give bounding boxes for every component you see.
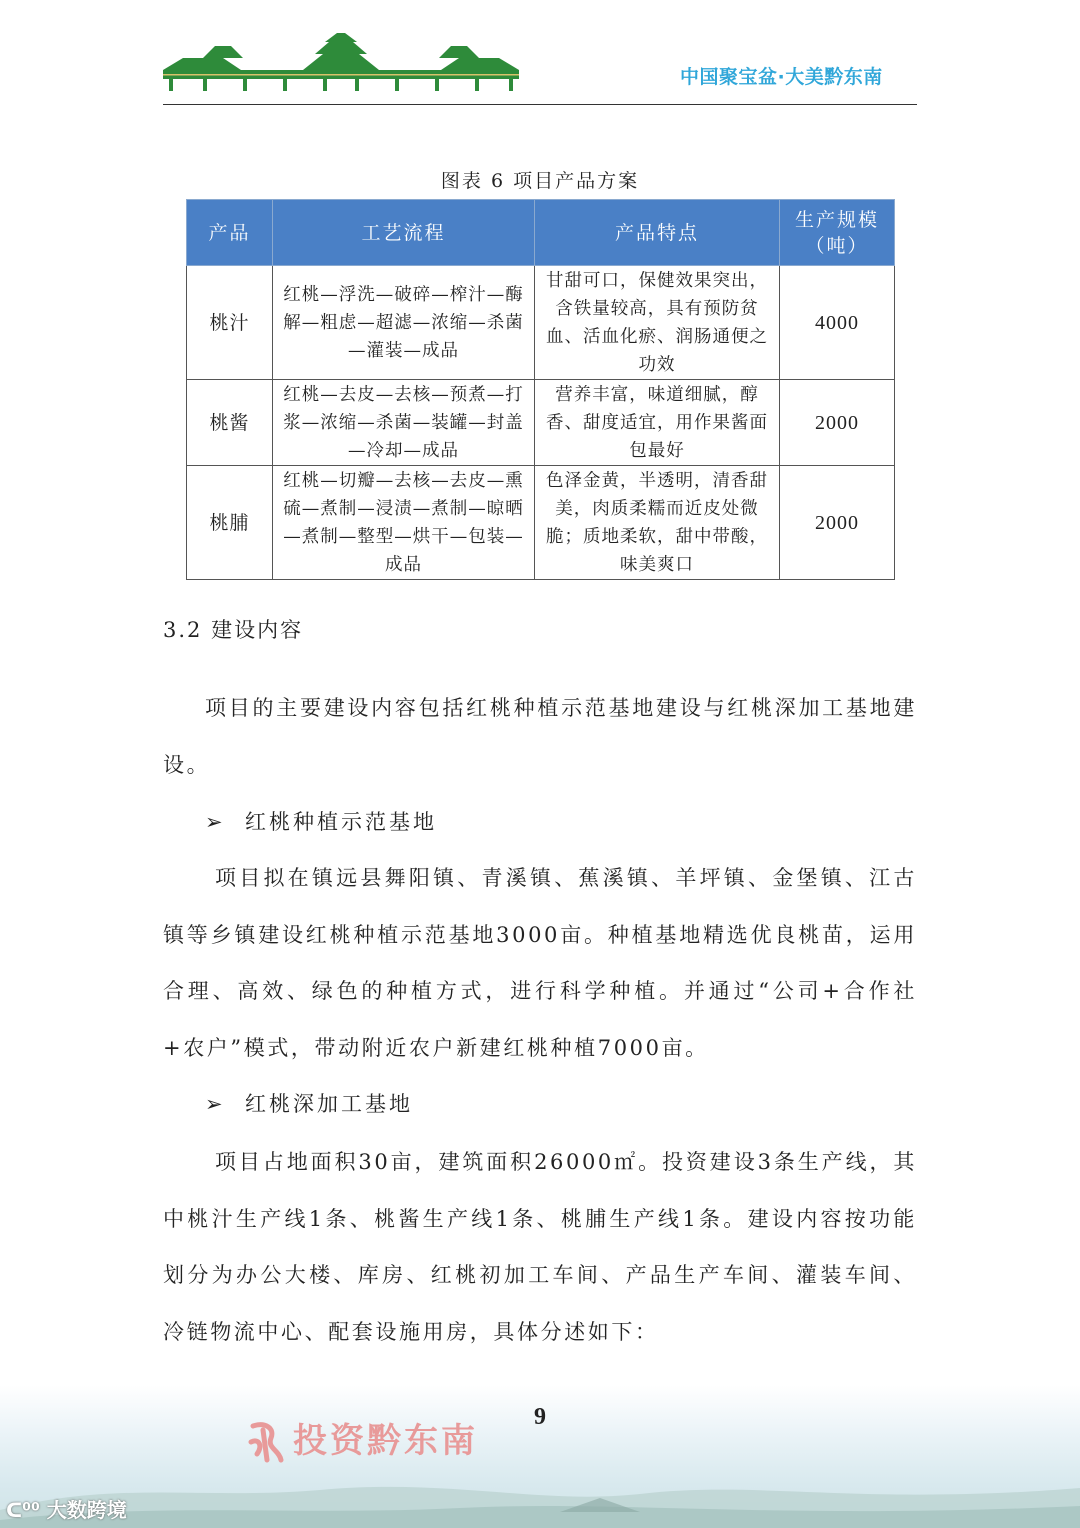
product-table [186,199,895,580]
cell-process: 红桃—浮洗—破碎—榨汁—酶解—粗虑—超滤—浓缩—杀菌—灌装—成品 [273,266,535,380]
brand-seal-icon [245,1420,287,1466]
watermark-text: 大数跨境 [46,1498,127,1522]
cell-process: 红桃—去皮—去核—预煮—打浆—浓缩—杀菌—装罐—封盖—冷却—成品 [273,380,535,466]
brand-logo [245,1413,478,1466]
header-product: 产品 [187,200,273,266]
page-number: 9 [534,1404,546,1430]
cell-product: 桃脯 [187,466,273,580]
cell-product: 桃酱 [187,380,273,466]
bullet-processing-base [205,1088,413,1118]
header-slogan: 中国聚宝盆·大美黔东南 [680,66,883,88]
header-process: 工艺流程 [273,200,535,266]
table-row [187,380,895,466]
intro-paragraph: 项目的主要建设内容包括红桃种植示范基地建设与红桃深加工基地建设。 [163,696,917,777]
arrow-bullet-icon: ➢ [205,810,226,834]
cell-process: 红桃—切瓣—去核—去皮—熏硫—煮制—浸渍—煮制—晾晒—煮制—整型—烘干—包装—成品 [273,466,535,580]
header-features: 产品特点 [535,200,780,266]
cell-scale: 2000 [780,466,895,580]
header-scale: 生产规模（吨） [780,200,895,266]
watermark [6,1494,127,1523]
brand-name: 投资黔东南 [293,1421,478,1461]
section-title: 3.2 建设内容 [163,618,304,642]
table-header-row [187,200,895,266]
cell-features: 甘甜可口，保健效果突出，含铁量较高，具有预防贫血、活血化瘀、润肠通便之功效 [535,266,780,380]
processing-paragraph: 项目占地面积30亩，建筑面积26000㎡。投资建设3条生产线，其中桃汁生产线1条、桃酱生产线1条、桃脯生产线1条。建设内容按功能划分为办公大楼、库房、红桃初加工车间、产品生产车间、灌装车间、冷链物流中心、配套设施用房，具体分述如下： [163,1150,917,1344]
table-row [187,466,895,580]
cell-features: 色泽金黄，半透明，清香甜美，肉质柔糯而近皮处微脆；质地柔软，甜中带酸，味美爽口 [535,466,780,580]
header-logo [163,30,519,92]
planting-paragraph: 项目拟在镇远县舞阳镇、青溪镇、蕉溪镇、羊坪镇、金堡镇、江古镇等乡镇建设红桃种植示范基地3000亩。种植基地精选优良桃苗，运用合理、高效、绿色的种植方式，进行科学种植。并通过“公司+合作社+农户”模式，带动附近农户新建红桃种植7000亩。 [163,866,917,1060]
cell-features: 营养丰富，味道细腻，醇香、甜度适宜，用作果酱面包最好 [535,380,780,466]
bullet-title: 红桃种植示范基地 [245,810,437,834]
bullet-planting-base [205,806,437,836]
arrow-bullet-icon: ➢ [205,1092,226,1116]
cell-scale: 4000 [780,266,895,380]
drum-tower-bridge-logo-icon [163,30,519,92]
cell-product: 桃汁 [187,266,273,380]
header-divider [163,104,917,105]
watermark-icon: ᑕ⁰⁰ [6,1498,47,1522]
table-caption: 图表 6 项目产品方案 [440,170,640,192]
cell-scale: 2000 [780,380,895,466]
mountain-scenery-icon [0,1450,1080,1528]
table-row [187,266,895,380]
bullet-title: 红桃深加工基地 [245,1092,413,1116]
